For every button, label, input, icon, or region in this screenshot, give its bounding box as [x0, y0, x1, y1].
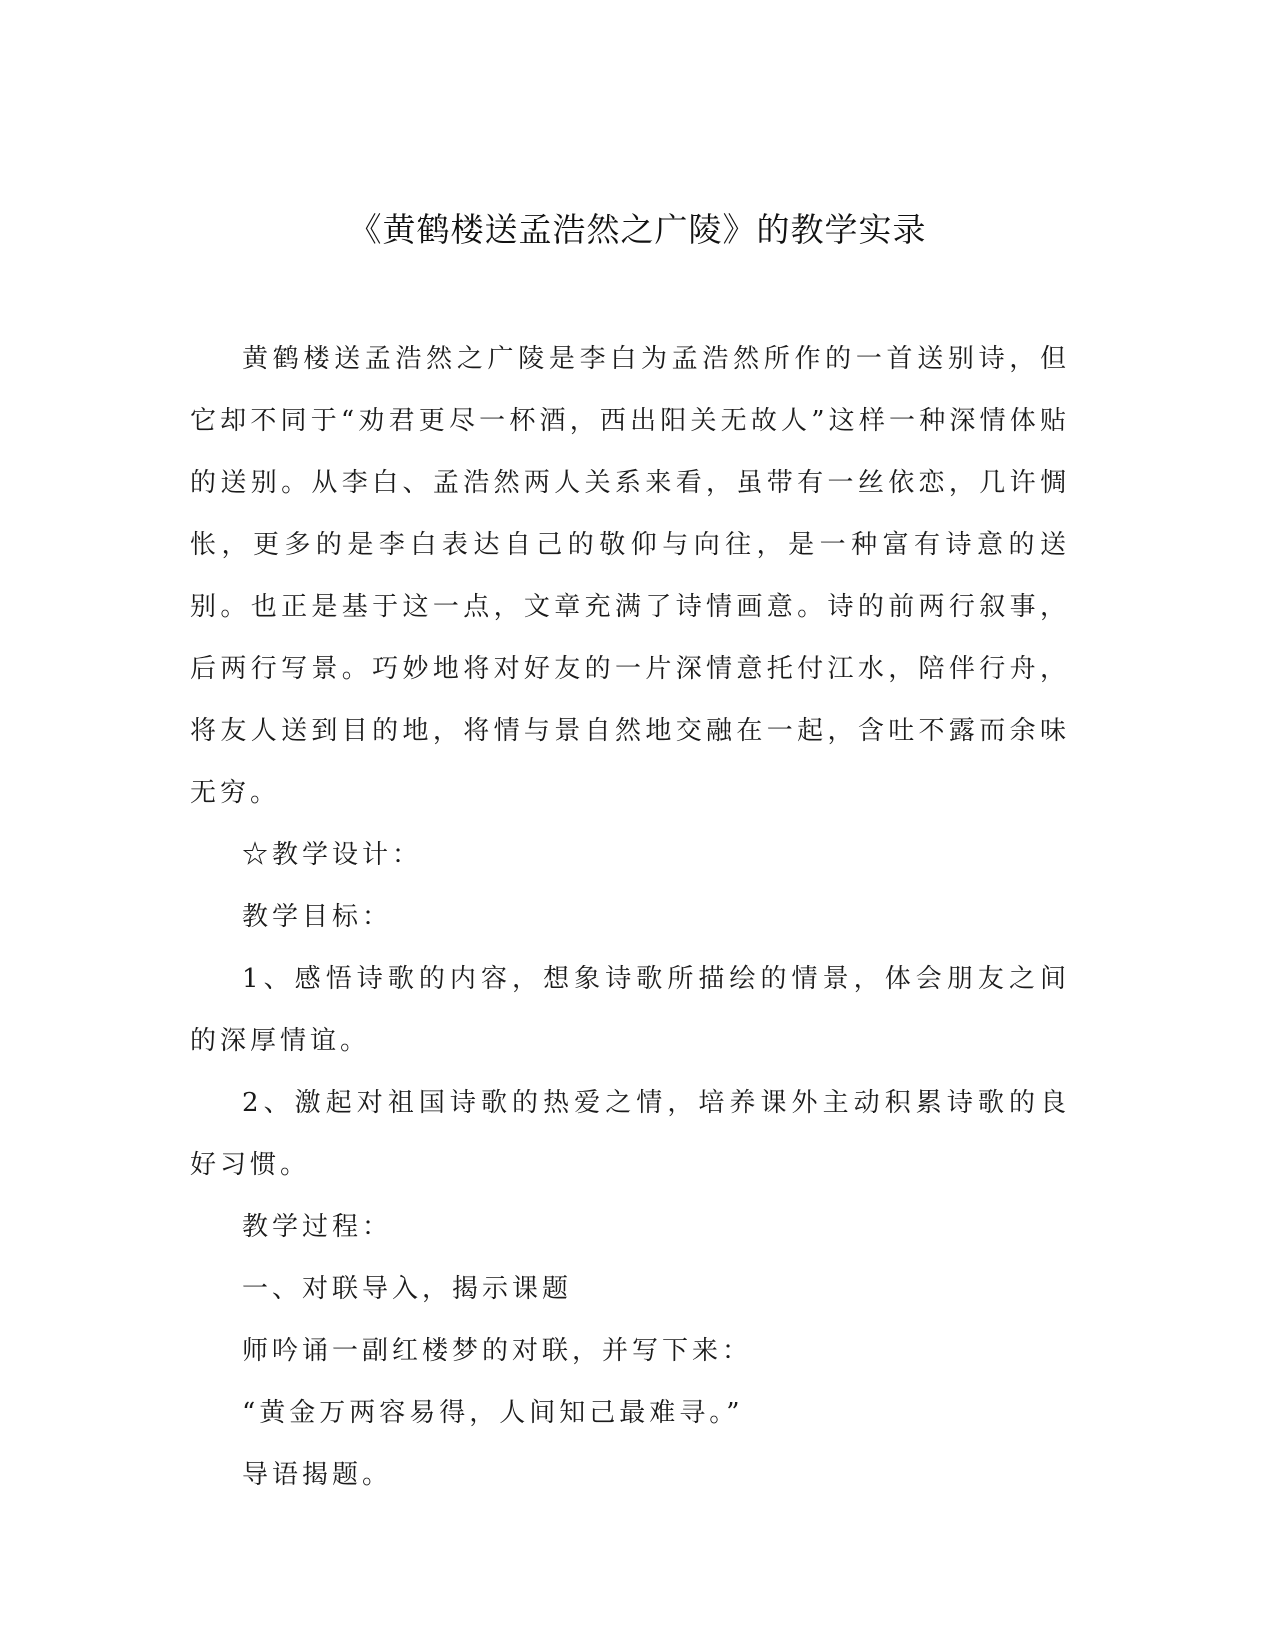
document-title: 《黄鹤楼送孟浩然之广陵》的教学实录: [348, 210, 927, 249]
goal-item-2: 2、激起对祖国诗歌的热爱之情，培养课外主动积累诗歌的良好习惯。: [190, 1088, 1070, 1180]
teacher-action: 师吟诵一副红楼梦的对联，并写下来：: [242, 1336, 753, 1366]
goal-item-1: 1、感悟诗歌的内容，想象诗歌所描绘的情景，体会朋友之间的深厚情谊。: [190, 964, 1070, 1056]
couplet-quote: “黄金万两容易得，人间知己最难寻。”: [242, 1398, 744, 1428]
section-heading-1: 一、对联导入，揭示课题: [242, 1274, 573, 1304]
teaching-goals-heading: 教学目标：: [242, 902, 393, 932]
teaching-design-heading: ☆教学设计：: [242, 840, 423, 870]
intro-topic-line: 导语揭题。: [242, 1460, 393, 1490]
document-body: [190, 328, 1070, 1506]
intro-paragraph: 黄鹤楼送孟浩然之广陵是李白为孟浩然所作的一首送别诗，但它却不同于“劝君更尽一杯酒，西出阳关无故人”这样一种深情体贴的送别。从李白、孟浩然两人关系来看，虽带有一丝依恋，几许惆怅，更多的是李白表达自己的敬仰与向往，是一种富有诗意的送别。也正是基于这一点，文章充满了诗情画意。诗的前两行叙事，后两行写景。巧妙地将对好友的一片深情意托付江水，陪伴行舟，将友人送到目的地，将情与景自然地交融在一起，含吐不露而余味无穷。: [190, 344, 1070, 808]
teaching-process-heading: 教学过程：: [242, 1212, 393, 1242]
